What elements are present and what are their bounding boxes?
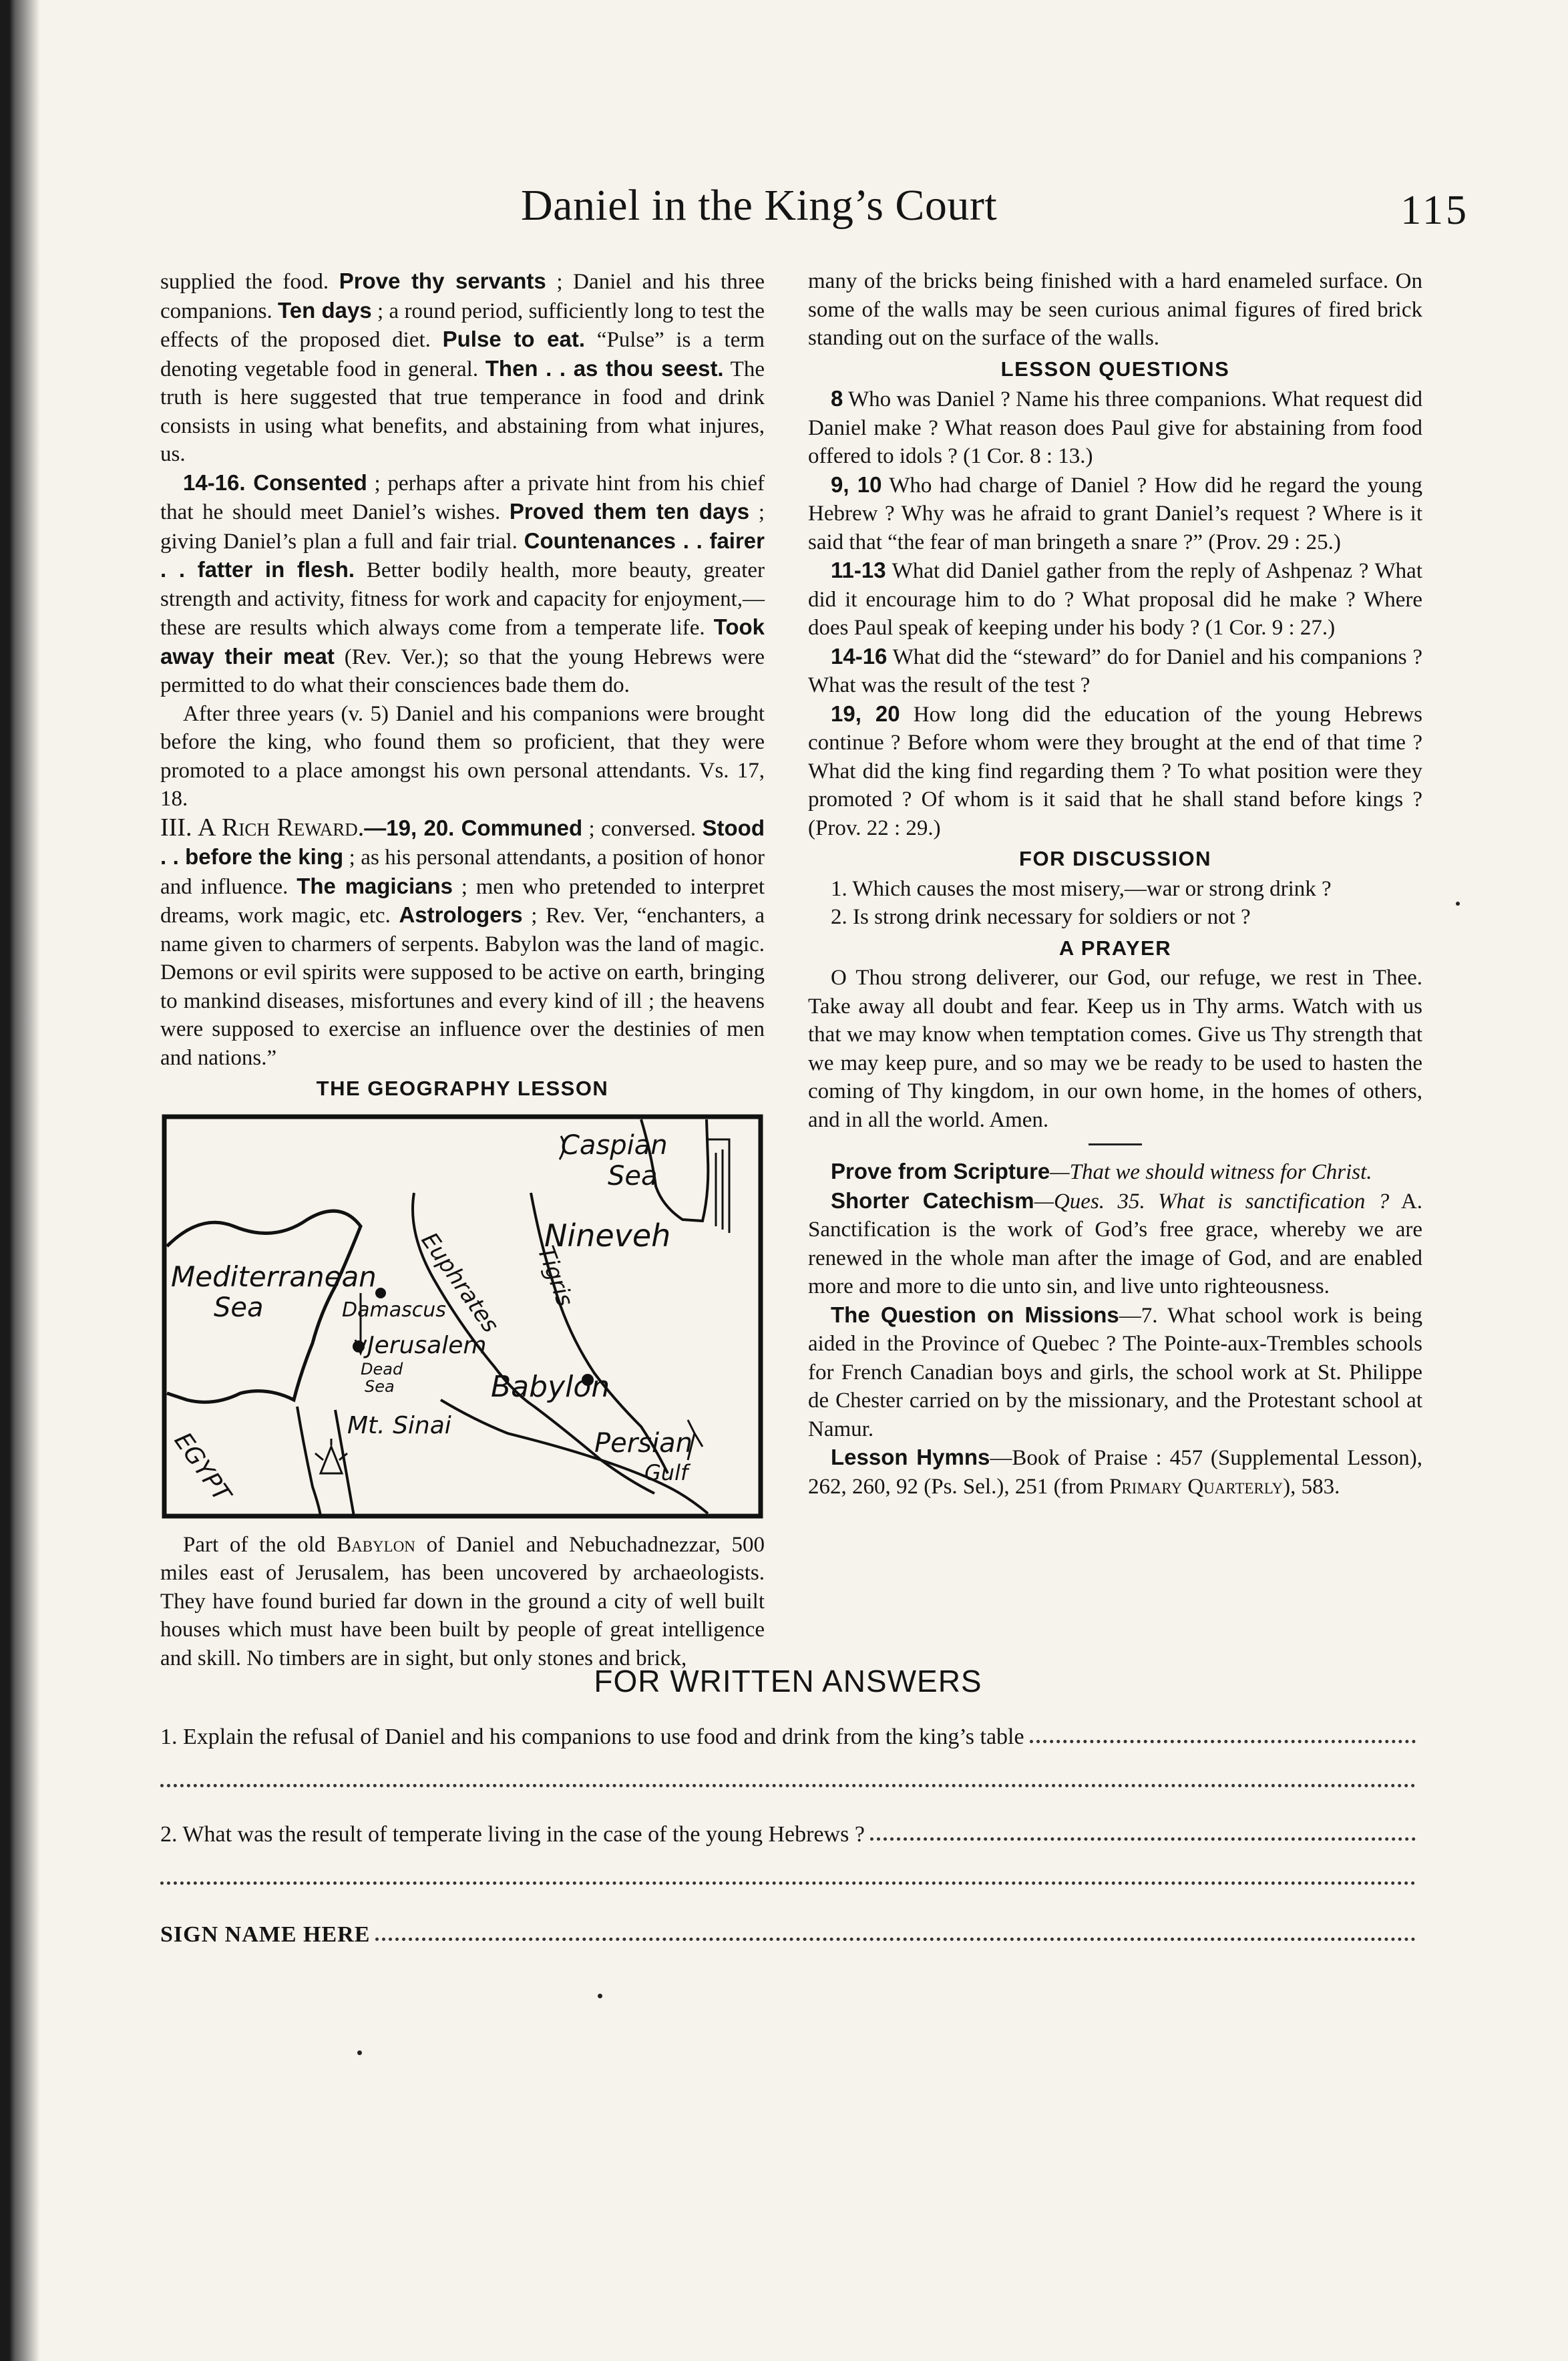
text-run: ; Rev. Ver, “enchanters, a name given to charmers of serpents. Babylon was the land of magic. Demons or evil spirits were supposed to be active on earth, bringing to mankind diseases, misfortunes and every kind of ill ; the heavens were supposed to exercise an influence over the destinies of men and nations.”	[160, 904, 765, 1070]
divider-rule	[1089, 1143, 1142, 1145]
euphrates-label: Euphrates	[415, 1227, 504, 1338]
lesson-questions-heading: LESSON QUESTIONS	[1000, 357, 1230, 381]
answer-dots	[870, 1837, 1416, 1841]
running-title: Daniel in the King’s Court	[521, 181, 998, 230]
left-column	[160, 267, 765, 1672]
answer-line-1b[interactable]	[160, 1750, 1416, 1794]
red-sea-coast	[297, 1407, 321, 1516]
text-run: Pulse to eat.	[442, 327, 586, 351]
intro-paragraph	[160, 267, 765, 469]
prayer-text: O Thou strong deliverer, our God, our refuge, we rest in Thee. Take away all doubt and fear. Keep us in Thy arms. Watch with us that we may know when temptation comes. Give us Thy strength that we may keep pure, and so may we be ready to be used to hasten the coming of Thy kingdom, in our own home, in the homes of others, and in all the world. Amen.	[808, 966, 1422, 1132]
caspian-hatching	[708, 1139, 729, 1233]
tigris-label: Tigris	[532, 1242, 578, 1310]
egypt-label: EGYPT	[168, 1427, 236, 1507]
text-run: —19, 20. Communed	[364, 815, 583, 840]
page-number: 115	[1400, 188, 1469, 233]
text-run: Better bodily health, more beauty, greater strength and activity, fitness for work and capacity for enjoyment,—these are results which always come from a temperate life.	[160, 558, 765, 640]
persian-label: Persian	[594, 1427, 693, 1459]
text-run: ; giving Daniel’s plan a full and fair trial.	[160, 500, 765, 554]
text-run: Part of the old	[183, 1532, 337, 1557]
map-caption	[160, 1531, 765, 1673]
mediterranean-label: Mediterranean	[171, 1260, 377, 1293]
caspian-sea-label: Sea	[608, 1160, 658, 1192]
lesson-hymns: Lesson Hymns—Book of Praise : 457 (Supplemental Lesson), 262, 260, 92 (Ps. Sel.), 251 (from Primary Quarterly), 583.	[808, 1445, 1422, 1499]
ink-speck	[357, 2050, 362, 2055]
geography-heading: THE GEOGRAPHY LESSON	[316, 1077, 609, 1100]
prove-from-scripture: Prove from Scripture—That we should witness for Christ.	[831, 1159, 1372, 1184]
answer-line-2b[interactable]	[160, 1847, 1416, 1891]
answer-dots	[160, 1881, 1416, 1885]
text-run: Took away their meat	[160, 614, 765, 669]
text-run: of Daniel and Nebuchadnezzar, 500 miles east of Jerusalem, has been uncovered by archaeologists. They have found buried far down in the ground a city of well built houses which must have been built by people of great intelligence and skill. No timbers are in sight, but only stones and brick,	[160, 1532, 765, 1670]
discussion-heading: FOR DISCUSSION	[1019, 847, 1211, 870]
answer-line-1[interactable]	[160, 1711, 1416, 1750]
text-run: ; men who pretended to interpret dreams, work magic, etc.	[160, 874, 765, 928]
text-run: The truth is here suggested that true temperance in food and drink consists in using what benefits, and abstaining from what injures, us.	[160, 357, 765, 466]
lesson-questions	[808, 385, 1422, 842]
section-body	[160, 817, 765, 1070]
text-run: Then . . as thou seest.	[485, 355, 724, 381]
question-9-10: 9, 10 Who had charge of Daniel ? How did he regard the young Hebrew ? Why was he afraid to grant Daniel’s request ? Where is it said that “the fear of man bringeth a snare ?” (Prov. 29 : 25.)	[808, 472, 1422, 554]
babylon-label: Babylon	[491, 1369, 610, 1404]
question-11-13: 11-13 What did Daniel gather from the reply of Ashpenaz ? What did it encourage him to do ? What proposal did he make ? Where does Paul speak of keeping under his body ? (1 Cor. 9 : 27.)	[808, 558, 1422, 640]
prayer-heading: A PRAYER	[1058, 936, 1172, 960]
answer-line-2[interactable]	[160, 1809, 1416, 1847]
section-rich-reward	[160, 813, 765, 1073]
mediterranean-coast	[167, 1211, 361, 1402]
damascus-label: Damascus	[342, 1298, 446, 1322]
caspian-label: Caspian	[561, 1129, 668, 1161]
nineveh-label: Nineveh	[544, 1217, 671, 1254]
answer-dots	[160, 1784, 1416, 1787]
section-heading: III. A Rich Reward.	[160, 813, 365, 842]
text-run: Countenances . . fairer . . fatter in flesh.	[160, 528, 765, 582]
text-run: Ten days	[278, 297, 372, 323]
after-three-years-paragraph: After three years (v. 5) Daniel and his companions were brought before the king, who found them so proficient, that they were promoted to a place amongst his own personal attendants. Vs. 17, 18.	[160, 701, 765, 811]
running-head	[160, 180, 1469, 254]
question-on-missions: The Question on Missions—7. What school work is being aided in the Province of Quebec ? The Pointe-aux-Trembles schools for French Canadian boys and girls, the school work at St. Philippe de Chester carried on by the missionary, and the Protestant school at Namur.	[808, 1302, 1422, 1441]
geography-map	[160, 1113, 765, 1520]
shorter-catechism: Shorter Catechism—Ques. 35. What is sanctification ? A. Sanctification is the work of God’s free grace, whereby we are renewed in the whole man after the image of God, and are enabled more and more to die unto sin, and live unto righteousness.	[808, 1188, 1422, 1298]
dead-sea-label: Sea	[365, 1377, 395, 1396]
dead-label: Dead	[361, 1359, 403, 1379]
text-run: Prove thy servants	[339, 268, 546, 293]
signature-dots	[375, 1938, 1416, 1941]
verses-14-16-paragraph	[160, 469, 765, 700]
ink-speck	[1456, 902, 1460, 906]
written-question-2: 2. What was the result of temperate living in the case of the young Hebrews ?	[160, 1822, 865, 1847]
text-run: “Pulse” is a term denoting vegetable food in general.	[160, 328, 765, 381]
sign-name-line[interactable]	[160, 1909, 1416, 1948]
text-run: Astrologers	[399, 902, 523, 927]
right-column	[808, 267, 1422, 1501]
sign-name-label: SIGN NAME HERE	[160, 1922, 371, 1947]
continued-paragraph: many of the bricks being finished with a hard enameled surface. On some of the walls may be seen curious animal figures of fired brick standing out on the surface of the walls.	[808, 269, 1422, 350]
ink-speck	[598, 1994, 602, 1998]
written-answers-section	[160, 1663, 1416, 1948]
discussion-item-2: 2. Is strong drink necessary for soldiers or not ?	[831, 905, 1251, 929]
med-sea-label: Sea	[214, 1292, 264, 1323]
answer-dots	[1030, 1740, 1416, 1743]
question-14-16: 14-16 What did the “steward” do for Daniel and his companions ? What was the result of the test ?	[808, 643, 1422, 697]
written-question-1: 1. Explain the refusal of Daniel and his companions to use food and drink from the king’s table	[160, 1724, 1024, 1749]
text-run: Stood . . before the king	[160, 815, 765, 869]
text-run: The magicians	[297, 873, 453, 898]
text-run: Babylon	[337, 1532, 415, 1557]
text-run: (Rev. Ver.); so that the young Hebrews were permitted to do what their consciences bade them do.	[160, 645, 765, 697]
map-svg	[160, 1113, 765, 1520]
question-19-20: 19, 20 How long did the education of the young Hebrews continue ? Before whom were they brought at the end of that time ? What did the king find regarding them ? To what position were they promoted ? Of whom is it said that he shall stand before kings ? (Prov. 22 : 29.)	[808, 701, 1423, 840]
mt-sinai-label: Mt. Sinai	[347, 1411, 451, 1439]
gulf-label: Gulf	[644, 1459, 689, 1485]
text-run: ; as his personal attendants, a position of honor and influence.	[160, 846, 765, 899]
discussion-item-1: 1. Which causes the most misery,—war or strong drink ?	[831, 876, 1332, 901]
question-8: 8 Who was Daniel ? Name his three companions. What request did Daniel make ? What reason does Paul give for abstaining from food offered to idols ? (1 Cor. 8 : 13.)	[808, 386, 1422, 468]
text-run: ; perhaps after a private hint from his chief that he should meet Daniel’s wishes.	[160, 471, 765, 524]
written-answers-title: FOR WRITTEN ANSWERS	[594, 1664, 982, 1698]
text-run: 14-16. Consented	[183, 470, 367, 495]
text-run: supplied the food.	[160, 270, 339, 294]
book-binding-edge	[0, 0, 100, 2361]
text-run: ; conversed.	[582, 816, 703, 841]
jerusalem-label: Jerusalem	[367, 1331, 487, 1359]
text-run: Proved them ten days	[509, 499, 750, 524]
damascus-dot	[375, 1288, 386, 1298]
jerusalem-dot	[353, 1340, 365, 1352]
text-run: ; Daniel and his three companions.	[160, 270, 765, 323]
text-run: ; a round period, sufficiently long to test the effects of the proposed diet.	[160, 299, 765, 352]
